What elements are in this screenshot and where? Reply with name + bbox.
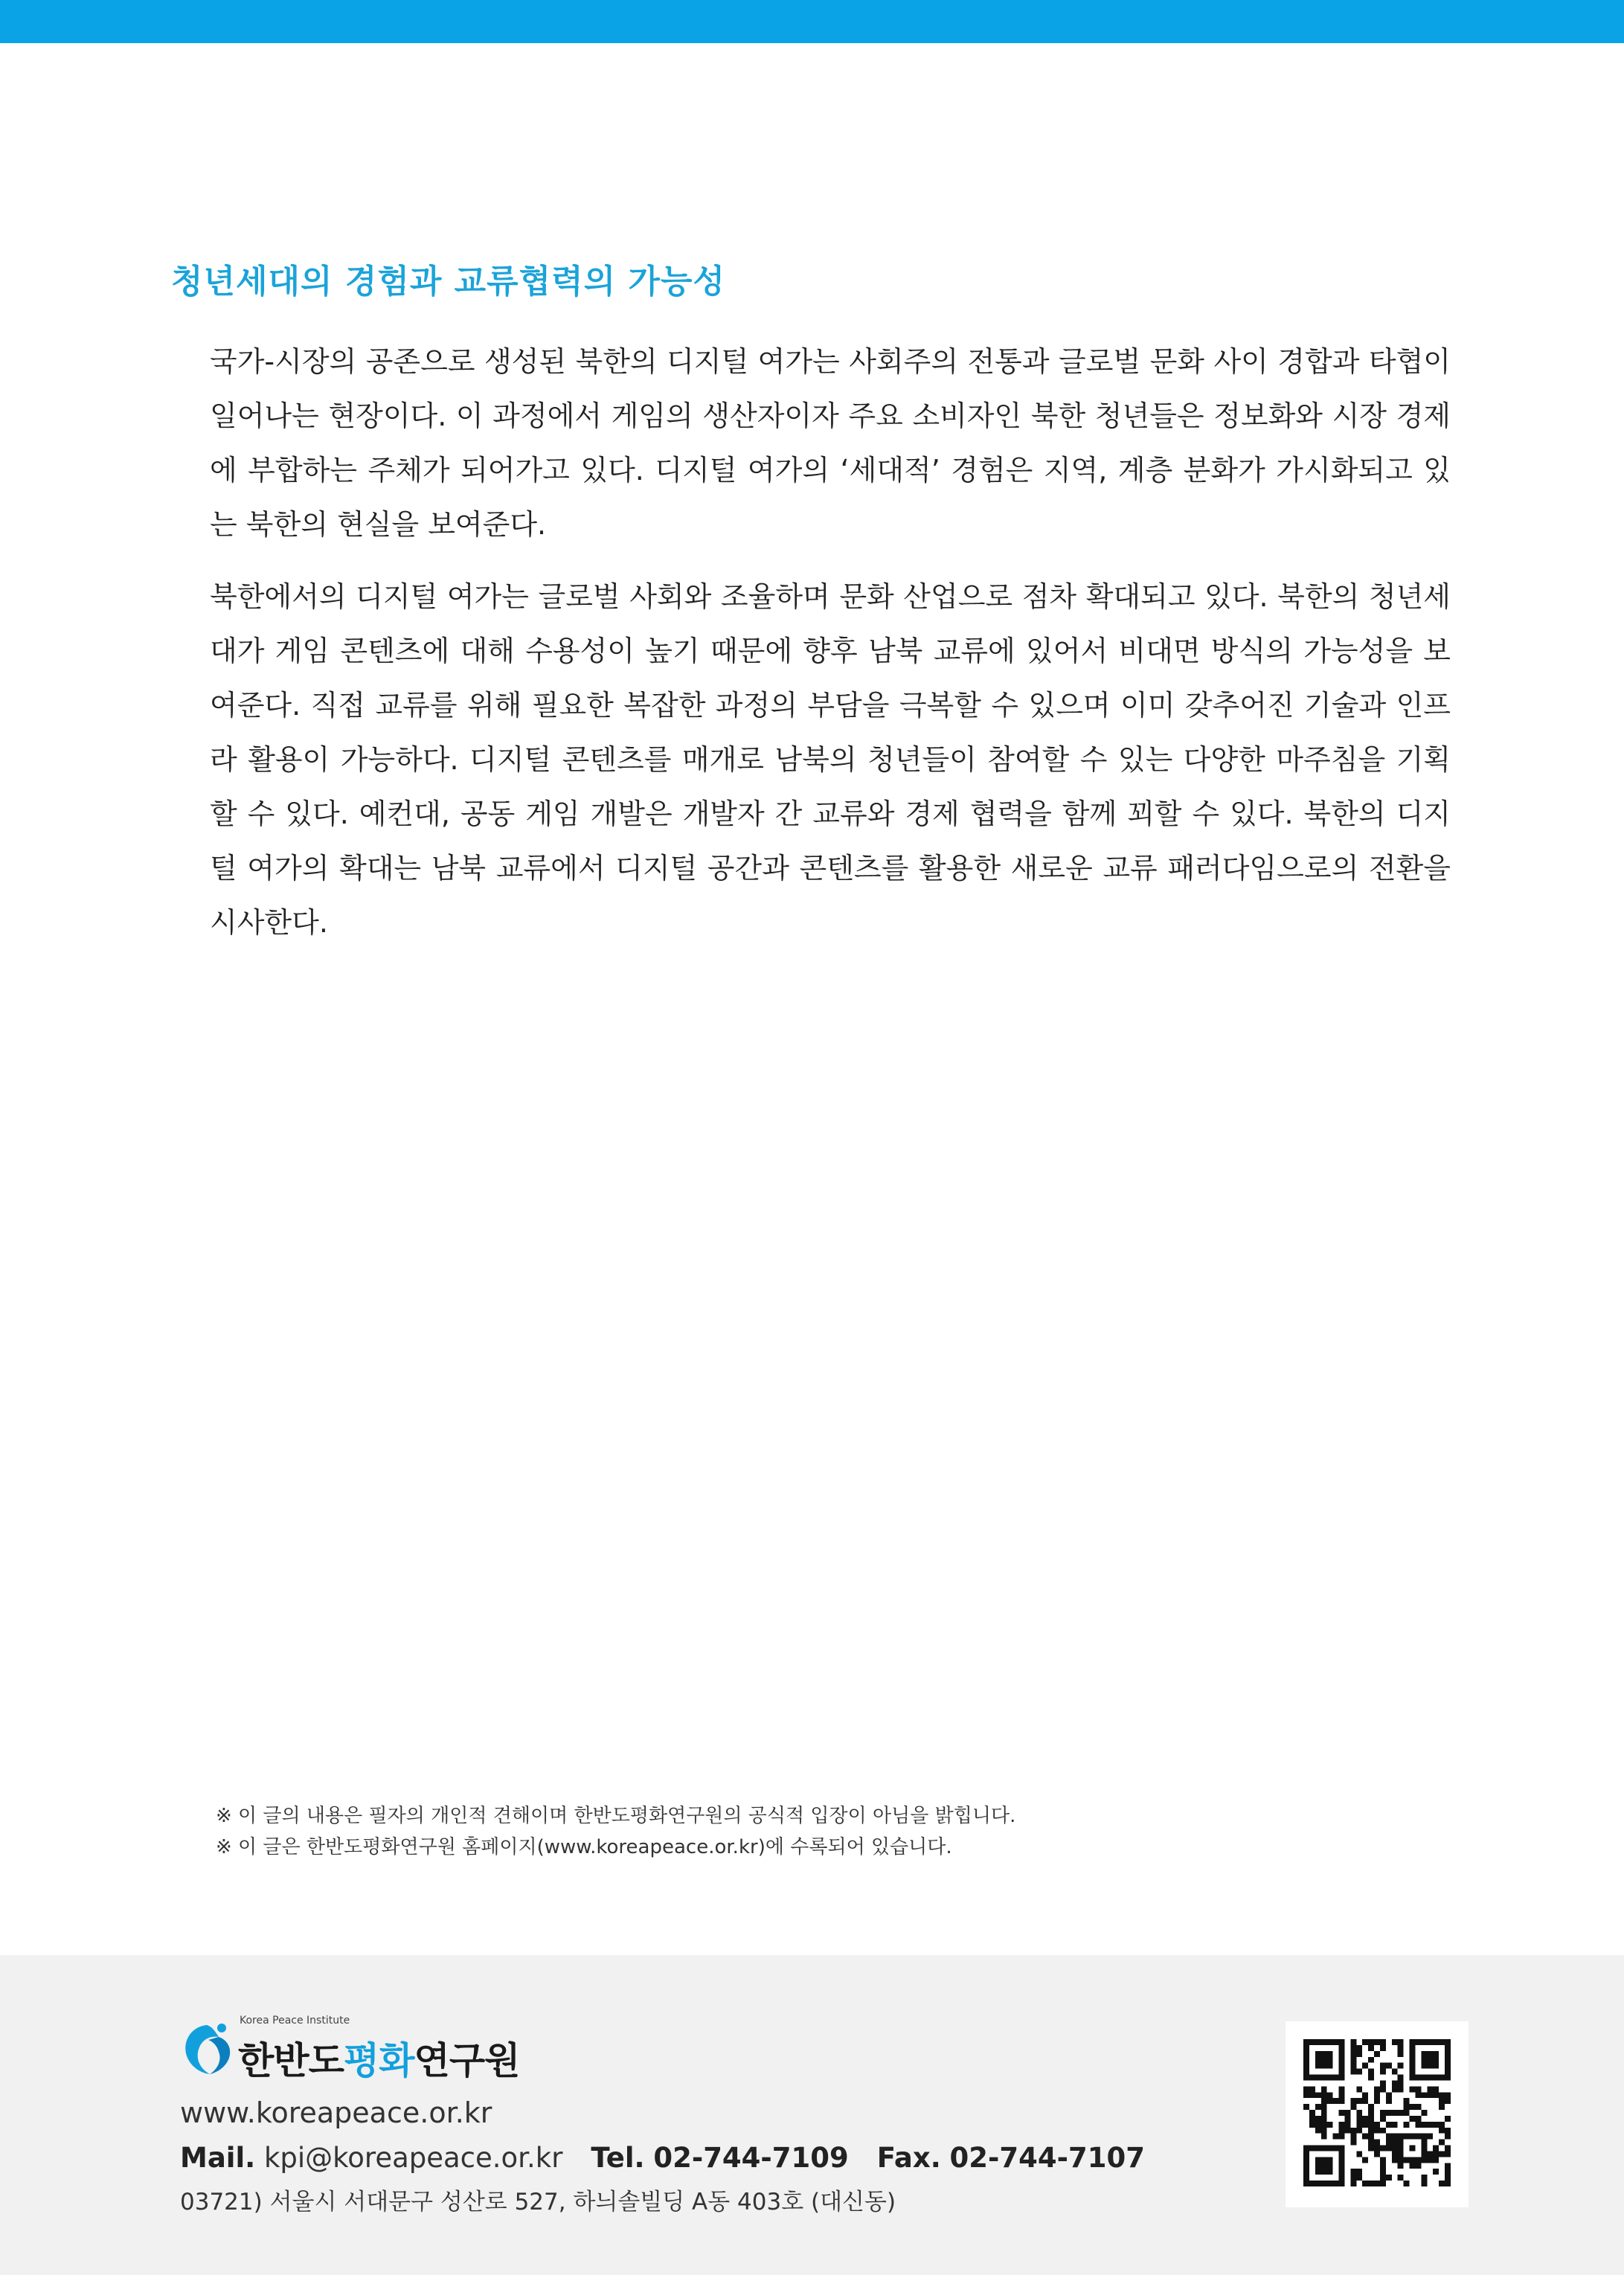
website-link[interactable]: www.koreapeace.or.kr (180, 2096, 492, 2129)
section-title: 청년세대의 경험과 교류협력의 가능성 (171, 263, 726, 301)
paragraph-2: 북한에서의 디지털 여가는 글로벌 사회와 조율하며 문화 산업으로 점차 확대되고 있다. 북한의 청년세대가 게임 콘텐츠에 대해 수용성이 높기 때문에 향후 남북 교류에 있어서 비대면 방식의 가능성을 보여준다. 직접 교류를 위해 필요한 복잡한 과정의 부담을 극복할 수 있으며 이미 갖추어진 기술과 인프라 활용이 가능하다. 디지털 콘텐츠를 매개로 남북의 청년들이 참여할 수 있는 다양한 마주침을 기획할 수 있다. 예컨대, 공동 게임 개발은 개발자 간 교류와 경제 협력을 함께 꾀할 수 있다. 북한의 디지털 여가의 확대는 남북 교류에서 디지털 공간과 콘텐츠를 활용한 새로운 교류 패러다임으로의 전환을 시사한다. (210, 580, 1451, 939)
qr-code-icon (1303, 2039, 1451, 2186)
tel-label: Tel. (591, 2142, 645, 2174)
mail-address[interactable]: kpi@koreapeace.or.kr (263, 2142, 563, 2174)
note-1: ※ 이 글의 내용은 필자의 개인적 견해이며 한반도평화연구원의 공식적 입장이 아님을 밝힙니다. (216, 1805, 1016, 1827)
qr-code[interactable] (1286, 2021, 1469, 2207)
fax-label: Fax. (876, 2142, 941, 2174)
mail-label: Mail. (180, 2142, 256, 2174)
logo-subtitle: Korea Peace Institute (240, 2015, 350, 2027)
contact-line (180, 2137, 1145, 2180)
fax-number: 02-744-7107 (949, 2142, 1145, 2174)
paragraph-1: 국가-시장의 공존으로 생성된 북한의 디지털 여가는 사회주의 전통과 글로벌 문화 사이 경합과 타협이 일어나는 현장이다. 이 과정에서 게임의 생산자이자 주요 소비자인 북한 청년들은 정보화와 시장 경제에 부합하는 주체가 되어가고 있다. 디지털 여가의 ‘세대적’ 경험은 지역, 계층 분화가 가시화되고 있는 북한의 현실을 보여준다. (210, 345, 1451, 541)
logo-name-part2: 평화 (343, 2039, 414, 2082)
tel-number: 02-744-7109 (653, 2142, 849, 2174)
logo-name (238, 2031, 519, 2085)
note-2: ※ 이 글은 한반도평화연구원 홈페이지(www.koreapeace.or.kr)에 수록되어 있습니다. (216, 1836, 952, 1858)
kpi-logo-icon (179, 2021, 238, 2080)
body-text (210, 335, 1451, 968)
address: 03721) 서울시 서대문구 성산로 527, 하늬솔빌딩 A동 403호 (대신동) (180, 2189, 896, 2215)
logo-name-part3: 연구원 (414, 2039, 520, 2082)
contact-info (180, 2092, 1145, 2221)
disclaimer-notes (216, 1800, 1015, 1863)
top-accent-bar (0, 0, 1624, 43)
kpi-logo (179, 2015, 565, 2082)
logo-name-part1: 한반도 (238, 2039, 344, 2082)
